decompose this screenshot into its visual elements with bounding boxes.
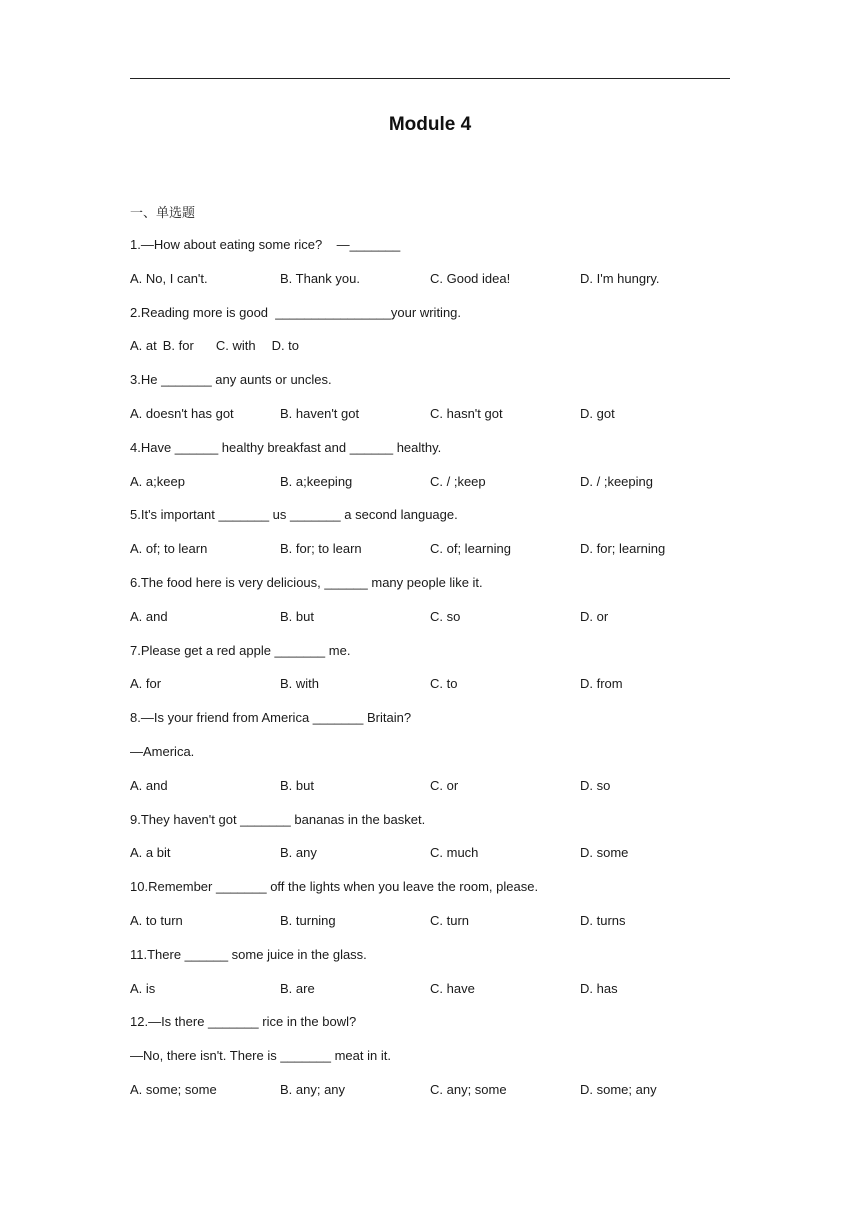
header-rule	[130, 78, 730, 79]
answer-option-a: A. of; to learn	[130, 541, 208, 557]
question-stem: 1.—How about eating some rice? —_______	[130, 237, 401, 252]
answer-option-d: D. has	[580, 980, 618, 996]
answer-options	[130, 532, 750, 566]
answer-options	[130, 600, 750, 634]
answer-option-d: D. got	[580, 405, 615, 421]
question-stem: 7.Please get a red apple _______ me.	[130, 642, 351, 658]
answer-option-d: D. I'm hungry.	[580, 270, 660, 286]
question-stem: 10.Remember _______ off the lights when you leave the room, please.	[130, 879, 539, 895]
answer-options	[130, 329, 750, 363]
answer-option-d: D. some	[580, 845, 629, 861]
answer-options	[130, 1073, 750, 1107]
question-stem: 8.—Is your friend from America _______ Britain?	[130, 710, 412, 726]
question-stem: 3.He _______ any aunts or uncles.	[130, 372, 332, 388]
answer-option-c: C. Good idea!	[430, 270, 511, 286]
answer-option-a: A. some; some	[130, 1081, 217, 1097]
answer-option-a: A. and	[130, 608, 168, 624]
answer-option-c: C. or	[430, 777, 459, 793]
answer-options	[130, 667, 750, 701]
answer-option-a: A. doesn't has got	[130, 405, 234, 421]
answer-option-a: A. for	[130, 676, 162, 692]
page-title: Module 4	[388, 114, 472, 135]
answer-option-c: C. turn	[430, 912, 470, 928]
answer-option-d: D. turns	[580, 912, 626, 928]
section-heading: 一、单选题	[130, 206, 196, 221]
answer-option-d: D. / ;keeping	[580, 473, 653, 489]
question-stem: 12.—Is there _______ rice in the bowl?	[130, 1014, 357, 1030]
answer-option-b: B. are	[280, 980, 315, 996]
answer-option-a: A. at	[130, 338, 157, 354]
question-stem: 11.There ______ some juice in the glass.	[130, 946, 367, 962]
answer-option-b: B. any; any	[280, 1081, 346, 1097]
answer-option-d: D. for; learning	[580, 541, 666, 557]
answer-option-c: C. / ;keep	[430, 473, 486, 489]
answer-option-b: B. any	[280, 845, 317, 861]
answer-option-d: D. to	[271, 338, 300, 354]
answer-option-a: A. No, I can't.	[130, 270, 208, 286]
answer-option-c: C. so	[430, 608, 461, 624]
answer-option-b: B. for; to learn	[280, 541, 362, 557]
answer-options	[130, 972, 750, 1006]
answer-option-c: C. with	[215, 338, 256, 354]
answer-option-a: A. a bit	[130, 845, 171, 861]
answer-option-a: A. and	[130, 777, 168, 793]
answer-option-a: A. a;keep	[130, 473, 185, 489]
answer-option-c: C. much	[430, 845, 479, 861]
answer-option-c: C. to	[430, 676, 458, 692]
question-stem: 6.The food here is very delicious, ______ many people like it.	[130, 574, 483, 590]
question-dialogue-line: —No, there isn't. There is _______ meat in it.	[130, 1048, 391, 1064]
answer-options	[130, 397, 750, 431]
answer-options	[130, 904, 750, 938]
question-dialogue-line: —America.	[130, 743, 195, 759]
answer-option-b: B. but	[280, 608, 314, 624]
question-stem: 5.It's important _______ us _______ a second language.	[130, 507, 458, 523]
question-stem: 4.Have ______ healthy breakfast and ______ healthy.	[130, 439, 442, 455]
answer-options	[130, 836, 750, 870]
answer-option-d: D. some; any	[580, 1081, 657, 1097]
answer-option-c: C. any; some	[430, 1081, 507, 1097]
answer-option-c: C. hasn't got	[430, 405, 503, 421]
answer-option-b: B. a;keeping	[280, 473, 353, 489]
answer-option-c: C. have	[430, 980, 475, 996]
answer-option-b: B. for	[162, 338, 194, 354]
answer-options	[130, 769, 750, 803]
answer-option-b: B. Thank you.	[280, 270, 360, 286]
answer-option-d: D. or	[580, 608, 609, 624]
answer-option-b: B. but	[280, 777, 314, 793]
answer-option-b: B. turning	[280, 912, 336, 928]
question-stem: 2.Reading more is good ________________your writing.	[130, 304, 462, 320]
answer-options	[130, 465, 750, 499]
answer-options	[130, 262, 750, 296]
answer-option-c: C. of; learning	[430, 541, 511, 557]
answer-option-d: D. so	[580, 777, 611, 793]
question-stem: 9.They haven't got _______ bananas in the basket.	[130, 811, 426, 827]
answer-option-b: B. haven't got	[280, 405, 360, 421]
question-list	[130, 228, 750, 1107]
answer-option-a: A. to turn	[130, 912, 183, 928]
answer-option-d: D. from	[580, 676, 623, 692]
answer-option-b: B. with	[280, 676, 320, 692]
answer-option-a: A. is	[130, 980, 156, 996]
